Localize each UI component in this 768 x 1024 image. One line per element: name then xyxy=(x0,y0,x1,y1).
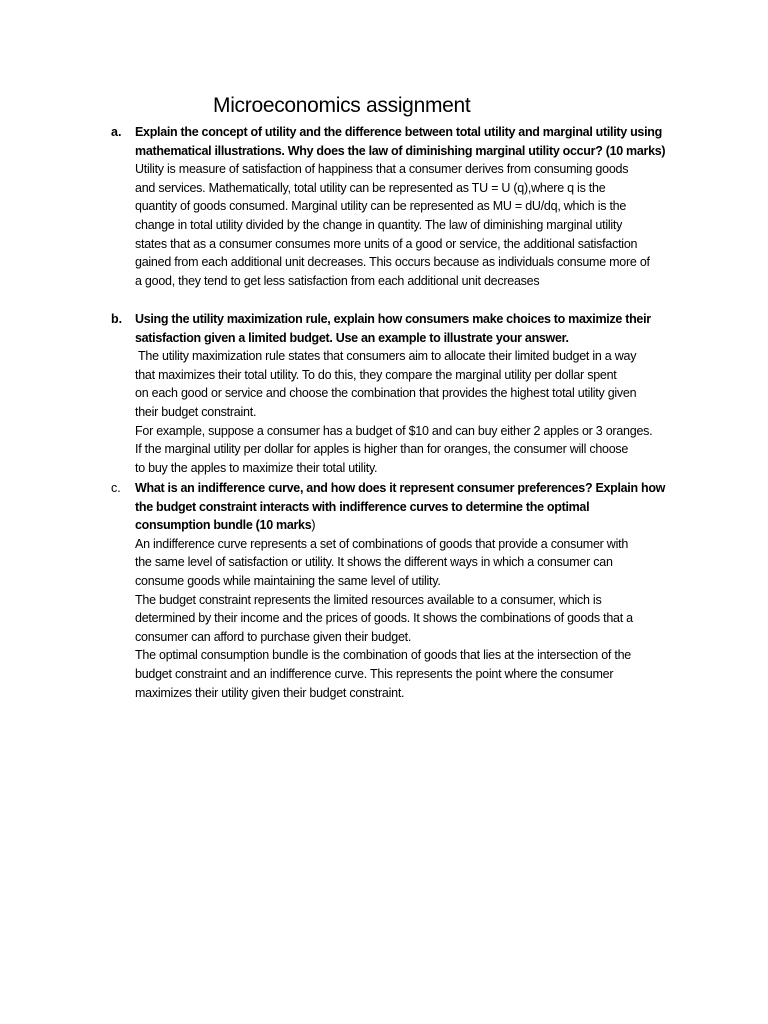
answer-line: and services. Mathematically, total utility can be represented as TU = U (q),where q is the xyxy=(135,180,606,195)
answer-line: If the marginal utility per dollar for apples is higher than for oranges, the consumer will choose xyxy=(135,442,629,457)
answer-line: that maximizes their total utility. To do this, they compare the marginal utility per dollar spent xyxy=(135,367,617,382)
answer-line: states that as a consumer consumes more units of a good or service, the additional satisfaction xyxy=(135,236,638,251)
question-line: Using the utility maximization rule, explain how consumers make choices to maximize their xyxy=(135,312,651,326)
section-content xyxy=(135,479,675,702)
section-marker: a. xyxy=(111,125,122,139)
question-line: the budget constraint interacts with indifference curves to determine the optimal xyxy=(135,499,590,514)
answer-line: The optimal consumption bundle is the combination of goods that lies at the intersection of the xyxy=(135,648,632,663)
answer-line: quantity of goods consumed. Marginal utility can be represented as MU = dU/dq, which is the xyxy=(135,199,627,214)
section-marker: c. xyxy=(111,481,121,495)
section-content xyxy=(135,123,675,290)
section-marker: b. xyxy=(111,312,123,326)
answer-line: determined by their income and the prices of goods. It shows the combinations of goods that a xyxy=(135,611,633,626)
question-line xyxy=(135,516,675,535)
question-line-paren: ) xyxy=(311,518,316,533)
answer-line: The budget constraint represents the limited resources available to a consumer, which is xyxy=(135,592,602,607)
answer-line: their budget constraint. xyxy=(135,404,257,419)
answer-line: An indifference curve represents a set of combinations of goods that provide a consumer with xyxy=(135,536,629,551)
answer-line: change in total utility divided by the change in quantity. The law of diminishing marginal utility xyxy=(135,217,623,232)
answer-line: a good, they tend to get less satisfaction from each additional unit decreases xyxy=(135,273,540,288)
answer-line: For example, suppose a consumer has a budget of $10 and can buy either 2 apples or 3 oranges. xyxy=(135,423,653,438)
answer-line: consumer can afford to purchase given their budget. xyxy=(135,629,412,644)
answer-line: maximizes their utility given their budget constraint. xyxy=(135,685,405,700)
answer-line: on each good or service and choose the combination that provides the highest total utility given xyxy=(135,386,637,401)
page-title: Microeconomics assignment xyxy=(213,94,471,117)
question-line: mathematical illustrations. Why does the law of diminishing marginal utility occur? (10 marks) xyxy=(135,143,666,158)
question-line-bold: consumption bundle (10 marks xyxy=(135,518,312,533)
answer-line: to buy the apples to maximize their total utility. xyxy=(135,460,378,475)
answer-line: consume goods while maintaining the same level of utility. xyxy=(135,573,441,588)
answer-line: Utility is measure of satisfaction of happiness that a consumer derives from consuming goods xyxy=(135,162,629,177)
section-content xyxy=(135,310,675,477)
question-line: satisfaction given a limited budget. Use an example to illustrate your answer. xyxy=(135,330,569,345)
answer-line: The utility maximization rule states that consumers aim to allocate their limited budget in a way xyxy=(135,349,637,364)
question-line: Explain the concept of utility and the difference between total utility and marginal utility using xyxy=(135,125,662,139)
answer-line: budget constraint and an indifference curve. This represents the point where the consumer xyxy=(135,666,614,681)
question-line: What is an indifference curve, and how does it represent consumer preferences? Explain how xyxy=(135,481,666,495)
answer-line: gained from each additional unit decreases. This occurs because as individuals consume more of xyxy=(135,255,650,270)
answer-line: the same level of satisfaction or utility. It shows the different ways in which a consumer can xyxy=(135,555,613,570)
